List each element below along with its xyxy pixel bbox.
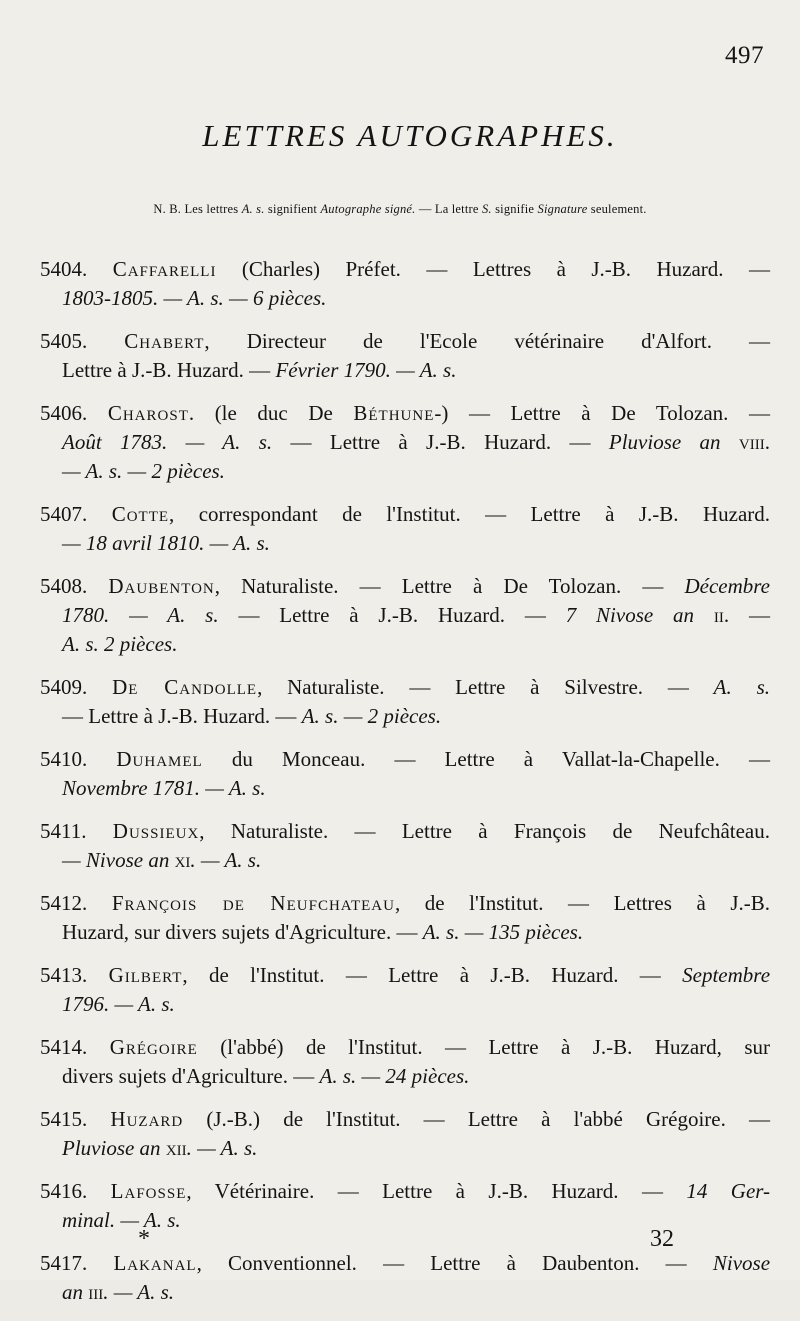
entry-text: Pluviose an (62, 1136, 166, 1160)
note-as: A. s. (241, 202, 265, 216)
entry-text: — Lettre à J.-B. Huzard. — (62, 704, 302, 728)
entry-number: 5409. (40, 675, 113, 699)
entry-text: Pluviose an (608, 430, 739, 454)
entry-author-name: Béthune (353, 401, 435, 425)
entry-line (40, 1177, 770, 1206)
entry-author-name: Duhamel (116, 747, 203, 771)
entry-text: du Monceau. — Lettre à Vallat-la-Chapelle. — (202, 747, 770, 771)
entry-number: 5406. (40, 401, 108, 425)
entry-text: , Naturaliste. — Lettre à Silvestre. — (257, 675, 714, 699)
entry-text: iii (88, 1280, 104, 1304)
entry-author-name: Cotte (111, 502, 170, 526)
entry-line (40, 745, 770, 774)
entry-number: 5413. (40, 963, 109, 987)
entry-text: , de l'Institut. — Lettres à J.-B. (394, 891, 770, 915)
entry-author-name: Chabert (124, 329, 205, 353)
entry-text: A. s. — 24 pièces. (319, 1064, 470, 1088)
entry-number: 5405. (40, 329, 125, 353)
catalogue-entry (40, 255, 770, 313)
entry-author-name: Daubenton (108, 574, 215, 598)
page-number: 497 (725, 42, 764, 69)
entry-number: 5415. (40, 1107, 111, 1131)
note-signifie: signifie (495, 202, 535, 216)
entry-text: divers sujets d'Agriculture. — (62, 1064, 320, 1088)
entry-line (40, 630, 770, 659)
entry-number: 5414. (40, 1035, 110, 1059)
entry-text: . — A. s. (103, 1280, 175, 1304)
note-signature: Signature (537, 202, 588, 216)
entry-line (40, 817, 770, 846)
entry-text: — Lettre à J.-B. Huzard. — (272, 430, 609, 454)
abbreviation-note (0, 202, 800, 217)
note-s: S. (481, 202, 492, 216)
entry-text: — Lettre à J.-B. Huzard. — (218, 603, 566, 627)
entry-author-name: Charost (107, 401, 189, 425)
entry-text: xi (174, 848, 191, 872)
catalogue-entry (40, 1105, 770, 1163)
entry-number: 5407. (40, 502, 112, 526)
entry-text: xii (165, 1136, 187, 1160)
entry-number: 5404. (40, 257, 113, 281)
entry-text: , correspondant de l'Institut. — Lettre à J.-B. Huzard. (169, 502, 771, 526)
entry-line (40, 572, 770, 601)
entry-text: an (62, 1280, 89, 1304)
entry-number: 5417. (40, 1251, 114, 1275)
note-autographe: Autographe signé. (320, 202, 416, 216)
entry-text: A. s. — 135 pièces. (422, 920, 584, 944)
entry-line (40, 327, 770, 356)
entry-text: A. s. — 2 pièces. (301, 704, 442, 728)
entry-text: 1780. — A. s. (62, 603, 219, 627)
catalogue-entry (40, 961, 770, 1019)
entry-line (40, 1033, 770, 1062)
entry-text: Huzard, sur divers sujets d'Agriculture. — (62, 920, 423, 944)
entry-text: (J.-B.) de l'Institut. — Lettre à l'abbé Grégoire. — (183, 1107, 770, 1131)
entry-author-name: Huzard (110, 1107, 184, 1131)
entry-text: , de l'Institut. — Lettre à J.-B. Huzard. — (182, 963, 683, 987)
entry-text: Novembre 1781. — A. s. (62, 776, 266, 800)
entry-text: 14 Ger- (686, 1179, 771, 1203)
entry-text: A. s. 2 pièces. (62, 632, 178, 656)
entry-text: Lettre à J.-B. Huzard. — (62, 358, 276, 382)
entry-line (40, 457, 770, 486)
entry-text: viii (738, 430, 765, 454)
catalogue-entry (40, 500, 770, 558)
entry-line (40, 889, 770, 918)
entry-line (40, 601, 770, 630)
catalogue-entry (40, 889, 770, 947)
entry-text: (l'abbé) de l'Institut. — Lettre à J.-B. Huzard, sur (197, 1035, 771, 1059)
entry-line (40, 500, 770, 529)
entry-text: . — (723, 603, 771, 627)
entry-text: Nivose (712, 1251, 771, 1275)
entry-line (40, 702, 770, 731)
entry-line (40, 1134, 770, 1163)
entry-text: -) — Lettre à De Tolozan. — (434, 401, 771, 425)
catalogue-entry (40, 1033, 770, 1091)
entry-author-name: Gilbert (108, 963, 183, 987)
note-seulement: seulement. (590, 202, 647, 216)
signature-mark: 32 (650, 1226, 674, 1252)
footer-star: * (138, 1226, 150, 1252)
entry-text: — Nivose an (62, 848, 175, 872)
entry-text: . — A. s. (190, 848, 262, 872)
entry-text: , Naturaliste. — Lettre à De Tolozan. — (214, 574, 685, 598)
entry-text: ii (713, 603, 724, 627)
entry-line (40, 1105, 770, 1134)
entry-number: 5416. (40, 1179, 111, 1203)
entry-line (40, 774, 770, 803)
entry-number: 5408. (40, 574, 109, 598)
entry-author-name: Grégoire (109, 1035, 198, 1059)
catalogue-entry (40, 817, 770, 875)
entry-number: 5412. (40, 891, 112, 915)
page-title: LETTRES AUTOGRAPHES. (202, 118, 618, 153)
catalogue-entry (40, 1249, 770, 1307)
entry-text: Août 1783. — A. s. (62, 430, 273, 454)
entry-number: 5410. (40, 747, 117, 771)
entry-line (40, 846, 770, 875)
catalogue-entry (40, 572, 770, 659)
entry-line (40, 1278, 770, 1307)
entry-text: , Vétérinaire. — Lettre à J.-B. Huzard. — (186, 1179, 687, 1203)
entry-line (40, 918, 770, 947)
entry-text: Février 1790. — A. s. (275, 358, 457, 382)
entry-text: , Naturaliste. — Lettre à François de Neufchâteau. (199, 819, 770, 843)
entry-text: 1796. — A. s. (62, 992, 175, 1016)
entry-text: 1803-1805. — A. s. — 6 pièces. (62, 286, 327, 310)
entry-text: . (le duc De (188, 401, 354, 425)
note-dash: — La lettre (418, 202, 479, 216)
entry-author-name: Lakanal (113, 1251, 197, 1275)
entry-line (40, 356, 770, 385)
entry-text: Septembre (682, 963, 771, 987)
entry-line (40, 673, 770, 702)
entry-author-name: Dussieux (112, 819, 200, 843)
entry-text: (Charles) Préfet. — Lettres à J.-B. Huzard. — (216, 257, 771, 281)
entry-author-name: Lafosse (110, 1179, 187, 1203)
entry-author-name: De Candolle (112, 675, 258, 699)
entry-line (40, 529, 770, 558)
entry-text: Décembre (684, 574, 771, 598)
entry-text: . — A. s. (186, 1136, 258, 1160)
catalogue-entry (40, 399, 770, 486)
entry-author-name: Caffarelli (112, 257, 217, 281)
entry-text: , Directeur de l'Ecole vétérinaire d'Alfort. — (204, 329, 771, 353)
entry-line (40, 428, 770, 457)
entry-number: 5411. (40, 819, 113, 843)
note-signifient: signifient (267, 202, 318, 216)
entry-line (40, 1062, 770, 1091)
entry-text: , Conventionnel. — Lettre à Daubenton. — (196, 1251, 713, 1275)
catalogue-entry (40, 673, 770, 731)
note-prefix: N. B. Les lettres (153, 202, 239, 216)
entry-list (40, 255, 770, 1321)
catalogue-entry (40, 745, 770, 803)
entry-text: minal. — A. s. (62, 1208, 181, 1232)
entry-line (40, 961, 770, 990)
entry-text: 7 Nivose an (565, 603, 714, 627)
catalogue-entry (40, 327, 770, 385)
entry-text: — 18 avril 1810. — A. s. (62, 531, 270, 555)
entry-text: — A. s. — 2 pièces. (62, 459, 225, 483)
entry-line (40, 990, 770, 1019)
entry-text: . (764, 430, 770, 454)
entry-line (40, 255, 770, 284)
entry-line (40, 399, 770, 428)
entry-text: A. s. (713, 675, 770, 699)
entry-line (40, 284, 770, 313)
entry-line (40, 1249, 770, 1278)
entry-author-name: François de Neufchateau (111, 891, 395, 915)
